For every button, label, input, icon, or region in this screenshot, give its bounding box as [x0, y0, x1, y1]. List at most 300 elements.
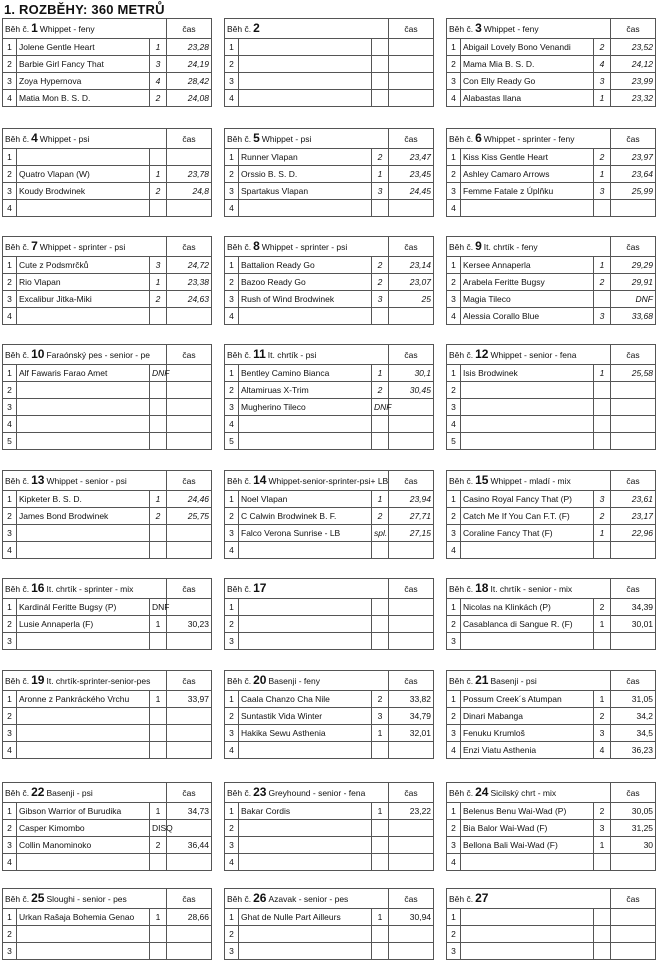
heat-number: 9: [475, 239, 482, 253]
time-header: čas: [167, 471, 212, 491]
heat-header: [447, 783, 656, 803]
placement: 1: [594, 166, 611, 183]
run-time: [167, 926, 212, 943]
time-header: čas: [167, 889, 212, 909]
heat-number: 1: [31, 21, 38, 35]
run-time: 30,01: [611, 616, 656, 633]
table-row: [447, 616, 656, 633]
heat-category: It. chrtík - feny: [483, 242, 538, 252]
heat-title: [225, 671, 389, 691]
placement: [372, 542, 389, 559]
start-number: 1: [447, 39, 461, 56]
run-time: [611, 433, 656, 450]
table-row: [3, 820, 212, 837]
heat-header: [225, 889, 434, 909]
table-row: [225, 73, 434, 90]
placement: [150, 525, 167, 542]
run-time: [389, 926, 434, 943]
table-row: [3, 39, 212, 56]
time-header: čas: [611, 783, 656, 803]
dog-name: Orssio B. S. D.: [239, 166, 372, 183]
heat-label: Běh č.: [227, 894, 252, 904]
run-time: [611, 399, 656, 416]
heat-category: Whippet - senior - fena: [490, 350, 577, 360]
table-row: [225, 308, 434, 325]
dog-name: Casino Royal Fancy That (P): [461, 491, 594, 508]
table-row: [447, 525, 656, 542]
start-number: 3: [447, 725, 461, 742]
heat-category: Basenji - feny: [268, 676, 320, 686]
heat-category: Basenji - psi: [46, 788, 93, 798]
start-number: 3: [447, 291, 461, 308]
run-time: 23,94: [389, 491, 434, 508]
table-row: [447, 633, 656, 650]
table-row: [447, 708, 656, 725]
dog-name: Bentley Camino Bianca: [239, 365, 372, 382]
table-row: [225, 633, 434, 650]
placement: [372, 416, 389, 433]
run-time: 34,5: [611, 725, 656, 742]
run-time: [611, 909, 656, 926]
heat-label: Běh č.: [227, 676, 252, 686]
run-time: [389, 616, 434, 633]
placement: 1: [594, 365, 611, 382]
dog-name: [461, 399, 594, 416]
dog-name: [17, 149, 150, 166]
dog-name: [17, 308, 150, 325]
time-header: čas: [167, 671, 212, 691]
dog-name: [239, 433, 372, 450]
start-number: 3: [447, 183, 461, 200]
table-row: [3, 433, 212, 450]
table-row: [225, 599, 434, 616]
table-row: [225, 926, 434, 943]
start-number: 1: [3, 491, 17, 508]
table-row: [447, 725, 656, 742]
heat-label: Běh č.: [449, 242, 474, 252]
heat-label: Běh č.: [5, 584, 30, 594]
table-row: [225, 909, 434, 926]
start-number: 3: [225, 73, 239, 90]
placement: [150, 725, 167, 742]
run-time: [389, 943, 434, 960]
time-header: čas: [167, 129, 212, 149]
table-row: [3, 291, 212, 308]
start-number: 2: [447, 926, 461, 943]
heat-number: 22: [31, 785, 45, 799]
heat-title: [225, 237, 389, 257]
run-time: 34,73: [167, 803, 212, 820]
heat-table-2: [224, 18, 434, 107]
heat-table-17: [224, 578, 434, 650]
run-time: 23,97: [611, 149, 656, 166]
heat-header: [225, 471, 434, 491]
table-row: [3, 926, 212, 943]
dog-name: [17, 542, 150, 559]
heat-header: [3, 345, 212, 365]
time-header: čas: [389, 579, 434, 599]
heat-header: [225, 129, 434, 149]
table-row: [447, 542, 656, 559]
dog-name: Battalion Ready Go: [239, 257, 372, 274]
dog-name: Spartakus Vlapan: [239, 183, 372, 200]
placement: [150, 943, 167, 960]
dog-name: Abigail Lovely Bono Venandi: [461, 39, 594, 56]
table-row: [447, 365, 656, 382]
heat-number: 20: [253, 673, 267, 687]
dog-name: Matia Mon B. S. D.: [17, 90, 150, 107]
heat-label: Běh č.: [449, 894, 474, 904]
start-number: 3: [3, 291, 17, 308]
heat-table-13: [2, 470, 212, 559]
placement: 2: [372, 508, 389, 525]
heat-table-12: [446, 344, 656, 450]
dog-name: [461, 382, 594, 399]
table-row: [225, 542, 434, 559]
placement: [150, 433, 167, 450]
start-number: 4: [447, 542, 461, 559]
start-number: 2: [447, 382, 461, 399]
heat-number: 27: [475, 891, 489, 905]
heat-header: [225, 19, 434, 39]
start-number: 1: [225, 365, 239, 382]
placement: 1: [150, 166, 167, 183]
time-header: čas: [167, 19, 212, 39]
heat-category: Whippet - feny: [39, 24, 95, 34]
placement: 2: [594, 508, 611, 525]
heat-category: It. chrtík - senior - mix: [490, 584, 573, 594]
run-time: 25,58: [611, 365, 656, 382]
dog-name: Caala Chanzo Cha Nile: [239, 691, 372, 708]
placement: 3: [372, 183, 389, 200]
time-header: čas: [167, 783, 212, 803]
start-number: 2: [447, 274, 461, 291]
placement: [150, 399, 167, 416]
start-number: 1: [3, 149, 17, 166]
start-number: 1: [225, 909, 239, 926]
placement: [372, 616, 389, 633]
dog-name: Bazoo Ready Go: [239, 274, 372, 291]
table-row: [3, 943, 212, 960]
placement: 3: [594, 308, 611, 325]
start-number: 2: [447, 616, 461, 633]
placement: 1: [594, 616, 611, 633]
heat-header: [225, 345, 434, 365]
heat-category: Azavak - senior - pes: [268, 894, 349, 904]
dog-name: Excalibur Jitka-Miki: [17, 291, 150, 308]
dog-name: [461, 200, 594, 217]
page-title: 1. ROZBĚHY: 360 METRŮ: [4, 2, 165, 17]
heat-header: [225, 579, 434, 599]
table-row: [3, 90, 212, 107]
heat-title: [3, 237, 167, 257]
table-row: [3, 166, 212, 183]
heat-category: Whippet - sprinter - psi: [39, 242, 126, 252]
heat-table-22: [2, 782, 212, 871]
run-time: [389, 308, 434, 325]
start-number: 3: [225, 399, 239, 416]
heat-category: Greyhound - senior - fena: [268, 788, 366, 798]
start-number: 4: [447, 308, 461, 325]
placement: [372, 433, 389, 450]
heat-table-4: [2, 128, 212, 217]
table-row: [3, 183, 212, 200]
table-row: [225, 854, 434, 871]
dog-name: Kersee Annaperla: [461, 257, 594, 274]
start-number: 2: [447, 166, 461, 183]
table-row: [447, 200, 656, 217]
heat-header: [225, 237, 434, 257]
dog-name: [239, 90, 372, 107]
heat-category: It. chrtík-sprinter-senior-pes: [46, 676, 151, 686]
run-time: [389, 399, 434, 416]
start-number: 2: [3, 508, 17, 525]
time-header: čas: [611, 129, 656, 149]
start-number: 3: [3, 73, 17, 90]
placement: 2: [150, 183, 167, 200]
start-number: 4: [225, 854, 239, 871]
start-number: 2: [447, 708, 461, 725]
table-row: [3, 416, 212, 433]
table-row: [3, 837, 212, 854]
heat-label: Běh č.: [227, 476, 252, 486]
dog-name: Suntastik Vida Winter: [239, 708, 372, 725]
dog-name: [239, 837, 372, 854]
table-row: [3, 691, 212, 708]
run-time: [167, 820, 212, 837]
start-number: 1: [3, 365, 17, 382]
placement: 2: [594, 599, 611, 616]
run-time: 27,15: [389, 525, 434, 542]
table-row: [225, 39, 434, 56]
table-row: [447, 433, 656, 450]
start-number: 2: [3, 274, 17, 291]
table-row: [225, 291, 434, 308]
heat-number: 13: [31, 473, 45, 487]
start-number: 1: [225, 599, 239, 616]
table-row: [447, 382, 656, 399]
run-time: 23,17: [611, 508, 656, 525]
start-number: 2: [225, 616, 239, 633]
table-row: [3, 616, 212, 633]
start-number: 3: [225, 837, 239, 854]
table-row: [225, 708, 434, 725]
placement: 3: [150, 56, 167, 73]
run-time: [389, 633, 434, 650]
run-time: 28,66: [167, 909, 212, 926]
table-row: [3, 708, 212, 725]
dog-name: [17, 433, 150, 450]
heat-number: 16: [31, 581, 45, 595]
start-number: 2: [225, 166, 239, 183]
heat-category: Faraónský pes - senior - pe: [46, 350, 150, 360]
placement: 1: [150, 274, 167, 291]
start-number: 1: [225, 149, 239, 166]
run-time: 23,14: [389, 257, 434, 274]
heat-header: [3, 129, 212, 149]
placement: [372, 742, 389, 759]
table-row: [3, 399, 212, 416]
run-time: [389, 200, 434, 217]
dog-name: [461, 433, 594, 450]
placement: 4: [594, 56, 611, 73]
run-time: [389, 599, 434, 616]
placement: [372, 926, 389, 943]
start-number: 2: [225, 382, 239, 399]
dog-name: Fenuku Krumloš: [461, 725, 594, 742]
time-header: čas: [389, 471, 434, 491]
dog-name: Nicolas na Klinkách (P): [461, 599, 594, 616]
time-header: čas: [611, 579, 656, 599]
dog-name: [17, 926, 150, 943]
table-row: [3, 308, 212, 325]
start-number: 1: [225, 39, 239, 56]
run-time: [167, 525, 212, 542]
heat-title: [3, 345, 167, 365]
heat-number: 14: [253, 473, 267, 487]
dog-name: Magia Tileco: [461, 291, 594, 308]
start-number: 4: [225, 200, 239, 217]
placement: 1: [594, 525, 611, 542]
run-time: [167, 399, 212, 416]
heat-number: 2: [253, 21, 260, 35]
heat-category: Whippet - psi: [39, 134, 90, 144]
heat-table-26: [224, 888, 434, 960]
heat-table-24: [446, 782, 656, 871]
run-time: [167, 416, 212, 433]
placement: [594, 433, 611, 450]
heat-number: 25: [31, 891, 45, 905]
heat-number: 11: [253, 347, 266, 361]
heat-label: Běh č.: [5, 676, 30, 686]
start-number: 3: [3, 525, 17, 542]
heat-table-14: [224, 470, 434, 559]
dog-name: Gibson Warrior of Burudika: [17, 803, 150, 820]
time-header: čas: [611, 237, 656, 257]
start-number: 3: [225, 183, 239, 200]
start-number: 2: [225, 926, 239, 943]
run-time: [167, 433, 212, 450]
time-header: čas: [611, 345, 656, 365]
placement: [372, 599, 389, 616]
heat-number: 23: [253, 785, 267, 799]
heat-table-5: [224, 128, 434, 217]
heat-table-11: [224, 344, 434, 450]
heat-category: Whippet - mladí - mix: [490, 476, 571, 486]
start-number: 4: [225, 742, 239, 759]
heat-title: [447, 783, 611, 803]
dog-name: [239, 599, 372, 616]
heat-category: Whippet - psi: [261, 134, 312, 144]
run-time: 23,47: [389, 149, 434, 166]
placement: 2: [594, 149, 611, 166]
table-row: [447, 599, 656, 616]
placement: 1: [150, 803, 167, 820]
heat-header: [447, 129, 656, 149]
placement: 1: [594, 257, 611, 274]
time-header: čas: [611, 889, 656, 909]
dog-name: Aronne z Pankráckého Vrchu: [17, 691, 150, 708]
heat-title: [3, 471, 167, 491]
table-row: [3, 525, 212, 542]
table-row: [225, 166, 434, 183]
placement: [594, 291, 611, 308]
start-number: 2: [225, 820, 239, 837]
start-number: 3: [225, 525, 239, 542]
heat-header: [447, 889, 656, 909]
table-row: [225, 943, 434, 960]
dog-name: [17, 708, 150, 725]
placement: 2: [594, 803, 611, 820]
run-time: 30,23: [167, 616, 212, 633]
dog-name: [239, 943, 372, 960]
table-row: [225, 491, 434, 508]
start-number: 2: [225, 274, 239, 291]
dog-name: [17, 742, 150, 759]
run-time: 29,29: [611, 257, 656, 274]
heat-table-23: [224, 782, 434, 871]
table-row: [225, 820, 434, 837]
table-row: [3, 725, 212, 742]
run-time: [611, 416, 656, 433]
dog-name: Koudy Brodwinek: [17, 183, 150, 200]
placement: [150, 416, 167, 433]
table-row: [3, 508, 212, 525]
dog-name: Mugherino Tileco: [239, 399, 372, 416]
dog-name: Ashley Camaro Arrows: [461, 166, 594, 183]
table-row: [447, 491, 656, 508]
heat-category: Whippet-senior-sprinter-psi+ LB: [268, 476, 389, 486]
start-number: 2: [447, 508, 461, 525]
dog-name: [239, 616, 372, 633]
dog-name: Isis Brodwinek: [461, 365, 594, 382]
heat-label: Běh č.: [5, 476, 30, 486]
placement: 2: [150, 90, 167, 107]
table-row: [3, 599, 212, 616]
placement: 2: [372, 274, 389, 291]
heat-table-1: [2, 18, 212, 107]
dog-name: [239, 73, 372, 90]
heat-header: [3, 237, 212, 257]
heat-header: [225, 783, 434, 803]
placement: 3: [594, 183, 611, 200]
start-number: 4: [447, 854, 461, 871]
table-row: [447, 820, 656, 837]
table-row: [225, 399, 434, 416]
start-number: 2: [225, 508, 239, 525]
run-time: [611, 633, 656, 650]
table-row: [3, 73, 212, 90]
placement: [594, 399, 611, 416]
heat-header: [447, 471, 656, 491]
start-number: 4: [3, 308, 17, 325]
run-time: 30,45: [389, 382, 434, 399]
start-number: 1: [447, 599, 461, 616]
dog-name: [239, 39, 372, 56]
start-number: 3: [225, 725, 239, 742]
dog-name: Barbie Girl Fancy That: [17, 56, 150, 73]
heat-category: Whippet - sprinter - feny: [483, 134, 575, 144]
time-header: čas: [389, 889, 434, 909]
table-row: [3, 56, 212, 73]
start-number: 1: [447, 691, 461, 708]
dog-name: [17, 525, 150, 542]
placement: [372, 39, 389, 56]
heat-number: 17: [253, 581, 267, 595]
placement: spl.: [372, 525, 389, 542]
heat-header: [447, 237, 656, 257]
table-row: [225, 365, 434, 382]
